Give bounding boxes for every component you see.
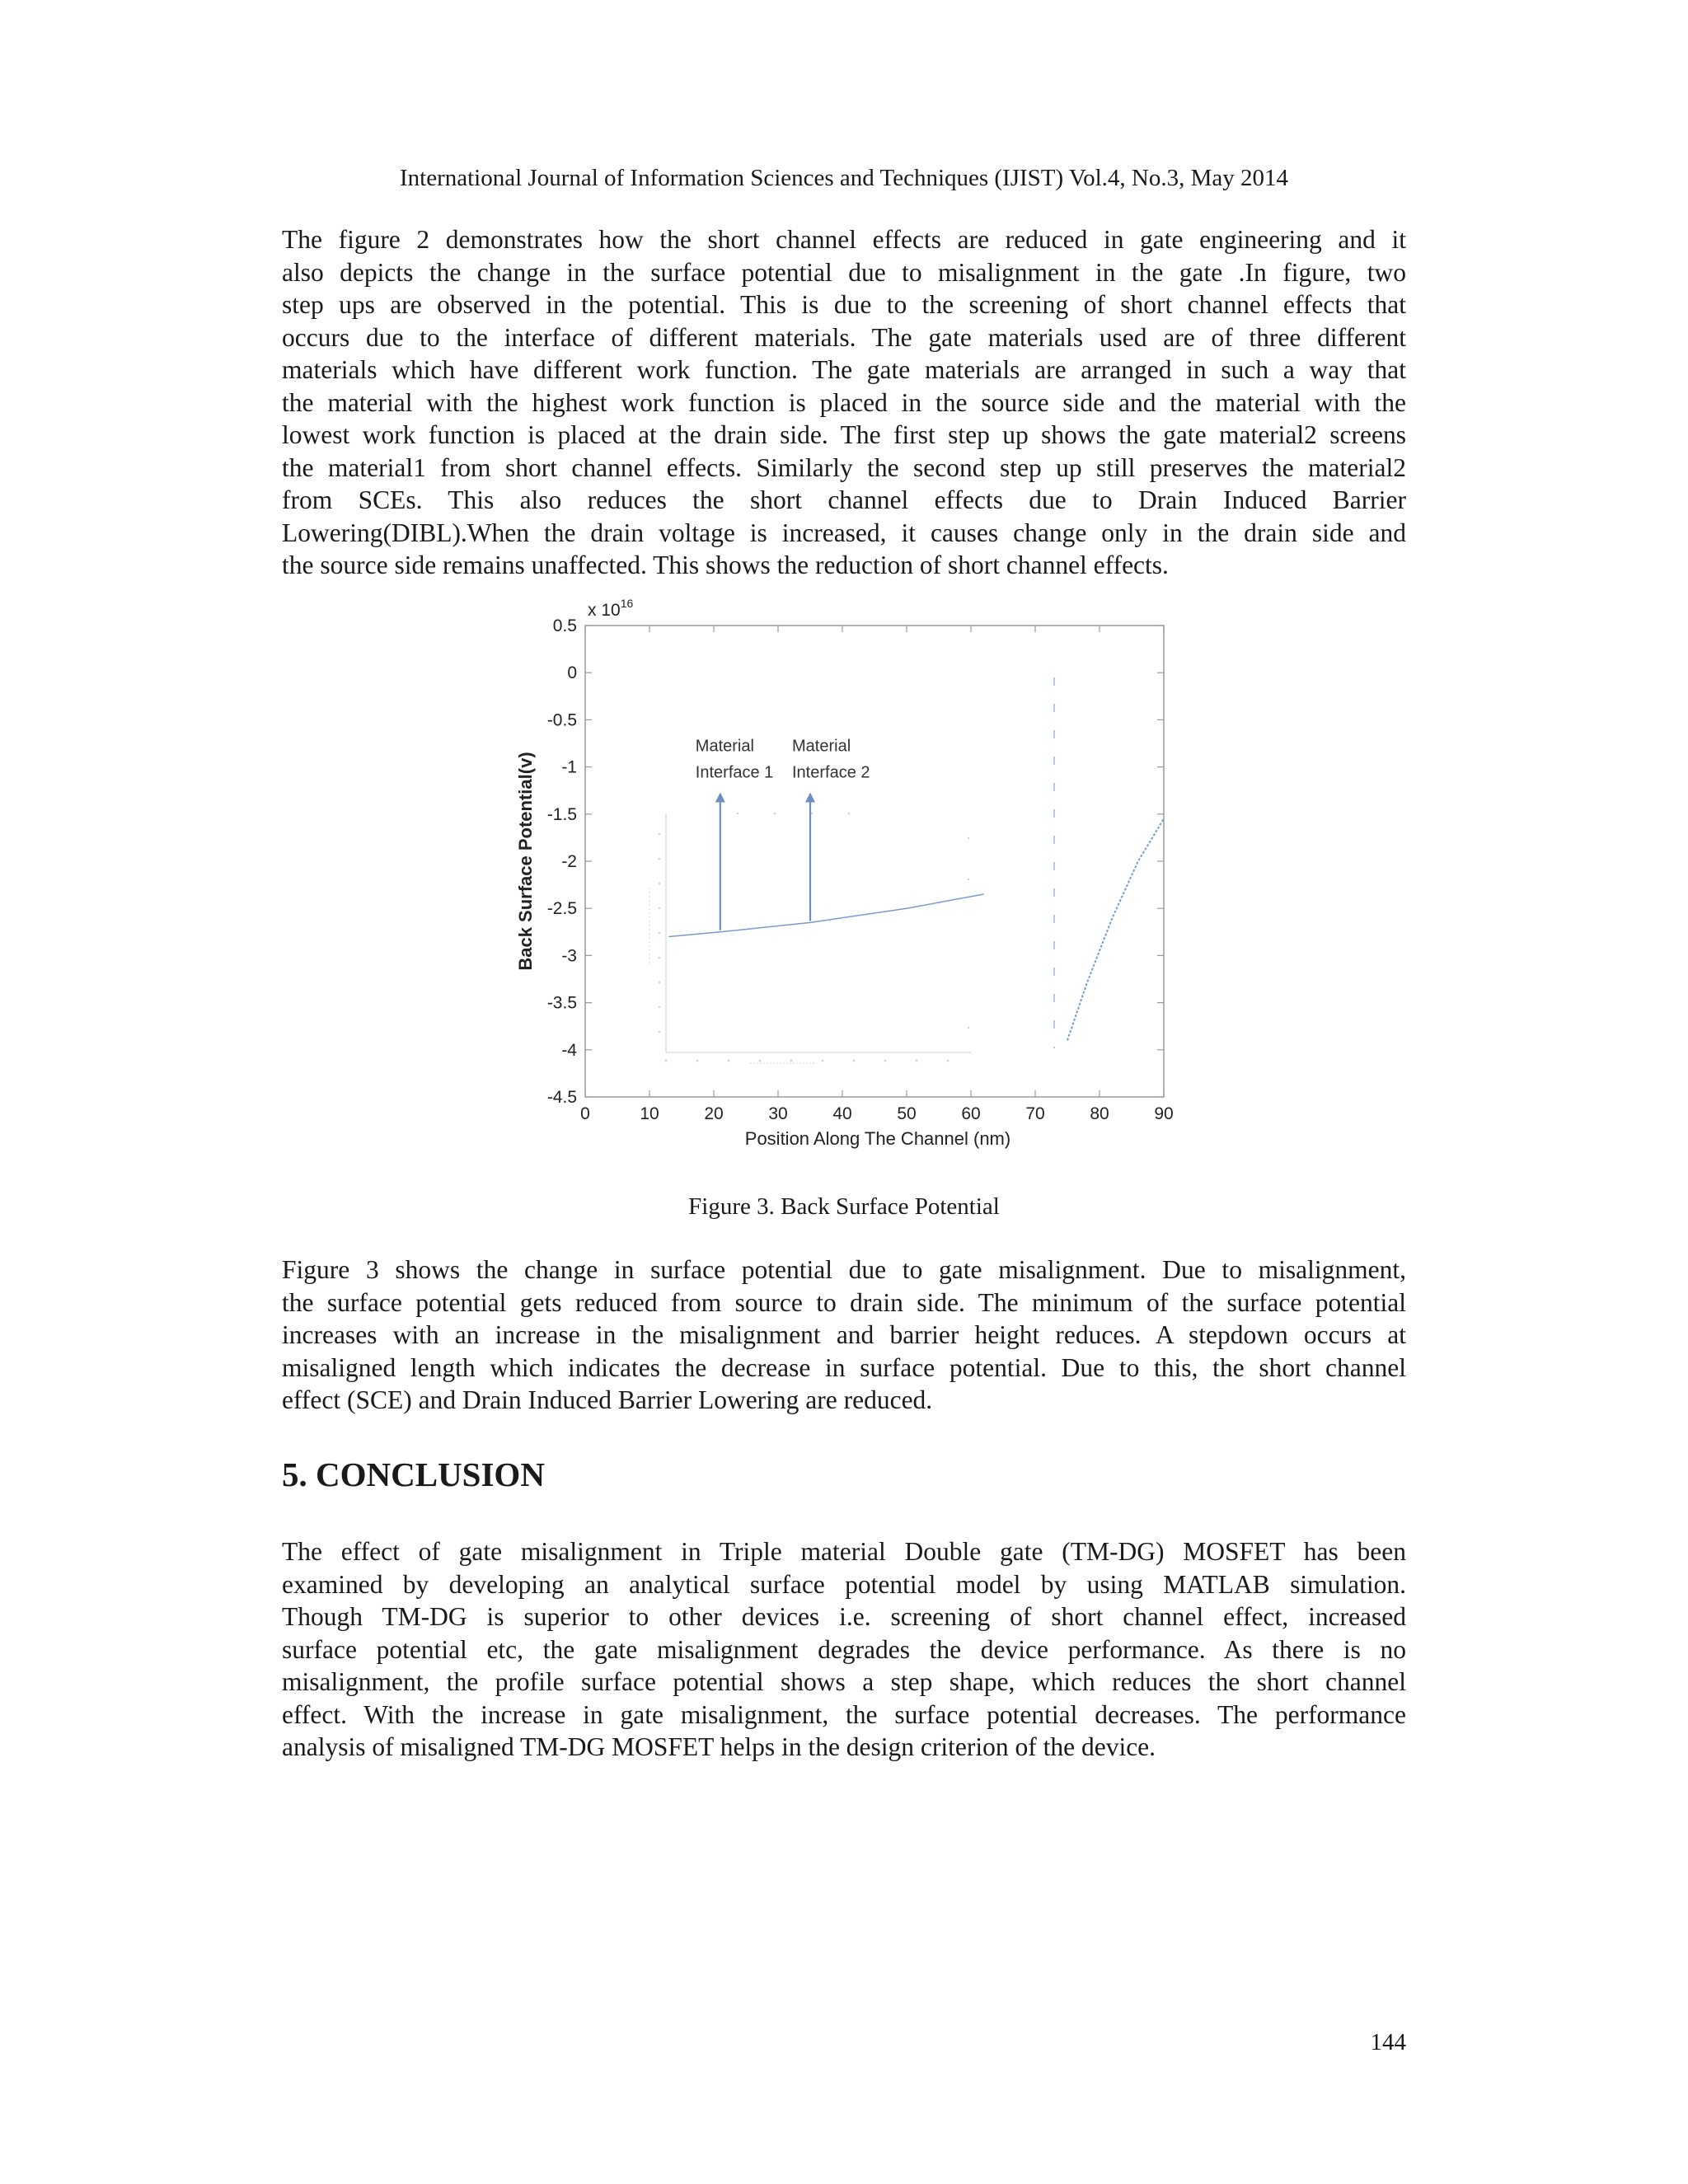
- y-axis-label: Back Surface Potential(v): [515, 752, 536, 971]
- text-line: step ups are observed in the potential. This is due to the screening of short channel effects that: [282, 290, 1406, 319]
- annotation-label: Interface 2: [792, 763, 870, 782]
- text-line: the material with the highest work function is placed in the source side and the material with the: [282, 387, 1406, 417]
- text-line: effect (SCE) and Drain Induced Barrier Lowering are reduced.: [282, 1385, 933, 1414]
- x-tick-label: 40: [832, 1104, 852, 1123]
- y-tick-label: -2.5: [546, 899, 577, 919]
- plot-area: [585, 626, 1164, 1097]
- text-line: increases with an increase in the misalignment and barrier height reduces. A stepdown occurs at: [282, 1320, 1406, 1349]
- text-line: surface potential etc, the gate misalignment degrades the device performance. As there is no: [282, 1634, 1406, 1664]
- x-tick-label: 20: [704, 1104, 724, 1123]
- annotation-label: Interface 1: [695, 763, 774, 782]
- y-tick-label: -0.5: [546, 710, 577, 730]
- text-line: the source side remains unaffected. This shows the reduction of short channel effects.: [282, 551, 1169, 579]
- y-tick-label: -4: [561, 1040, 577, 1060]
- series-line-2: [1067, 819, 1164, 1041]
- y-multiplier: x $10^{16}$: [588, 597, 634, 620]
- x-tick-label: 70: [1025, 1104, 1045, 1123]
- x-tick-label: 0: [580, 1104, 590, 1123]
- text-line: examined by developing an analytical surface potential model by using MATLAB simulation.: [282, 1569, 1406, 1599]
- chart-svg: [503, 587, 1195, 1155]
- text-line: also depicts the change in the surface potential due to misalignment in the gate .In figure, two: [282, 257, 1406, 287]
- annotations-group: [696, 737, 870, 930]
- text-line: occurs due to the interface of different materials. The gate materials used are of three different: [282, 322, 1406, 352]
- text-line: materials which have different work function. The gate materials are arranged in such a way that: [282, 355, 1406, 384]
- text-line: Figure 3 shows the change in surface potential due to gate misalignment. Due to misalignment,: [282, 1255, 1406, 1284]
- page-number: 144: [1370, 2029, 1406, 2055]
- y-tick-label: 0: [567, 663, 577, 683]
- text-line: effect. With the increase in gate misalignment, the surface potential decreases. The performance: [282, 1699, 1406, 1729]
- y-tick-label: -4.5: [546, 1088, 577, 1107]
- x-tick-label: 90: [1154, 1104, 1174, 1123]
- arrow-head-icon: [805, 792, 815, 802]
- figure-caption: Figure 3. Back Surface Potential: [688, 1193, 1000, 1220]
- y-tick-label: -3.5: [546, 993, 577, 1013]
- series-group: [668, 819, 1164, 1041]
- series-line-1: [668, 894, 983, 937]
- y-tick-label: -3: [561, 946, 577, 966]
- y-axis: [547, 616, 1164, 1107]
- x-tick-label: 80: [1090, 1104, 1109, 1123]
- paragraph-figure3-discussion: [282, 1254, 1406, 1417]
- y-tick-label: 0.5: [552, 616, 577, 635]
- paragraph-figure2-discussion: [282, 223, 1406, 582]
- figure-back-surface-potential: [503, 587, 1195, 1155]
- x-tick-label: 50: [897, 1104, 917, 1123]
- text-line: lowest work function is placed at the drain side. The first step up shows the gate material2 screens: [282, 420, 1406, 449]
- running-header: International Journal of Information Sciences and Techniques (IJIST) Vol.4, No.3, May 2014: [400, 165, 1288, 191]
- text-line: Lowering(DIBL).When the drain voltage is increased, it causes change only in the drain side and: [282, 518, 1406, 547]
- text-line: misalignment, the profile surface potential shows a step shape, which reduces the short channel: [282, 1667, 1406, 1696]
- x-tick-label: 10: [640, 1104, 659, 1123]
- y-tick-label: -1.5: [546, 804, 577, 824]
- section-heading-conclusion: 5. CONCLUSION: [282, 1455, 545, 1493]
- text-line: the surface potential gets reduced from source to drain side. The minimum of the surface potential: [282, 1287, 1406, 1317]
- x-axis-label: Position Along The Channel (nm): [744, 1128, 1011, 1149]
- x-axis: [580, 626, 1174, 1123]
- y-tick-label: -1: [561, 757, 577, 777]
- annotation-label: Material: [792, 737, 851, 756]
- text-line: analysis of misaligned TM-DG MOSFET helps in the design criterion of the device.: [282, 1732, 1156, 1761]
- text-line: misaligned length which indicates the decrease in surface potential. Due to this, the short channel: [282, 1352, 1406, 1382]
- paragraph-conclusion: [282, 1535, 1406, 1764]
- x-tick-label: 60: [961, 1104, 981, 1123]
- text-line: Though TM-DG is superior to other devices i.e. screening of short channel effect, increased: [282, 1602, 1406, 1631]
- y-tick-label: -2: [561, 852, 577, 871]
- annotation-label: Material: [695, 737, 754, 756]
- arrow-head-icon: [715, 792, 725, 802]
- text-line: the material1 from short channel effects. Similarly the second step up still preserves the material2: [282, 452, 1406, 482]
- text-line: The figure 2 demonstrates how the short channel effects are reduced in gate engineering and it: [282, 225, 1406, 254]
- text-line: from SCEs. This also reduces the short channel effects due to Drain Induced Barrier: [282, 485, 1406, 514]
- x-tick-label: 30: [768, 1104, 788, 1123]
- text-line: The effect of gate misalignment in Triple material Double gate (TM-DG) MOSFET has been: [282, 1537, 1406, 1566]
